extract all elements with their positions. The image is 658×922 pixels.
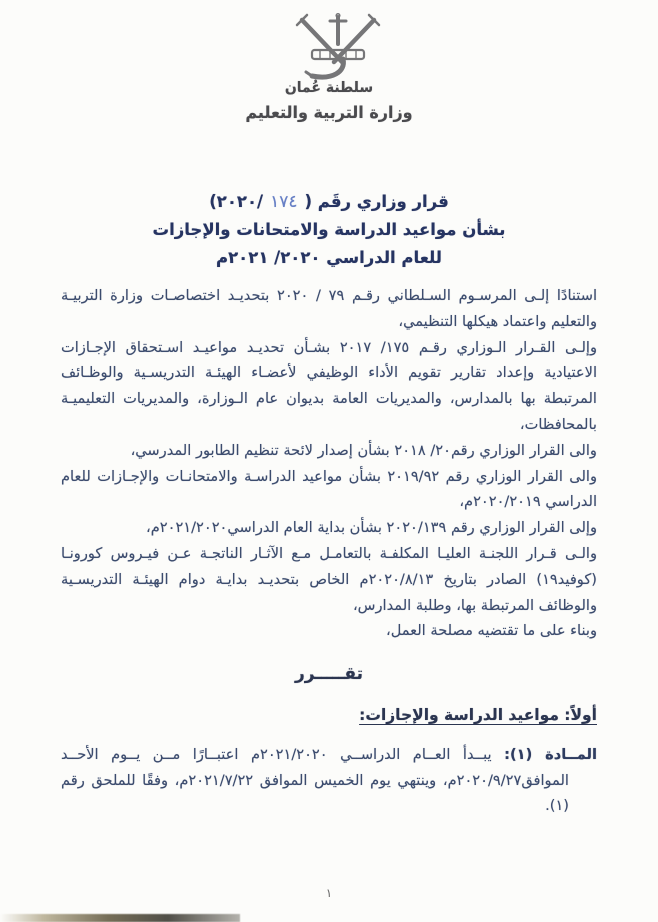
- oman-national-emblem-icon: [286, 12, 390, 90]
- preamble-paragraph: والـى قـرار اللجنـة العليـا المكلفـة بالتعامـل مـع الآثـار الناتجـة عـن فيـروس كورونـا (كوفيد١٩) الصادر بتاريخ ٢٠٢٠/٨/١٣م الخاص بتحديـد بدايـة دوام الهيئـة التدريسـية والوظائف المرتبطة بها، وطلبة المدارس،: [61, 544, 597, 614]
- article-1-text: يبــدأ العــام الدراســي ٢٠٢١/٢٠٢٠م اعتبــارًا مــن يــوم الأحــد الموافق٢٠٢٠/٩/٢٧م، وينتهي يوم الخميس الموافق ٢٠٢١/٧/٢٢م، وفقًا للملحق رقم (١).: [61, 745, 569, 815]
- preamble-paragraph: وإلـى القـرار الـوزاري رقـم ١٧٥/ ٢٠١٧ بشـأن تحديـد مواعيـد اسـتحقاق الإجـازات الاعتيادية وإعداد تقارير تقويم الأداء الوظيفي لأعضـاء الهيئـة التدريسـية والوظـائف المرتبطة بها بالمدارس، والمديريات العامة بديوان عام الـوزارة، والمديريات التعليميـة بالمحافظات،: [61, 338, 598, 433]
- decree-academic-year: للعام الدراسي ٢٠٢٠/ ٢٠٢١م: [216, 248, 442, 267]
- preamble-paragraph: والى القرار الوزاري رقم ٢٠١٩/٩٢ بشأن مواعيد الدراسـة والامتحانـات والإجـازات للعام الدراسي ٢٠٢٠/٢٠١٩م،: [61, 467, 597, 511]
- org-name-ministry: وزارة التربية والتعليم: [245, 102, 413, 123]
- decree-number-prefix: قرار وزاري رقَم (٢٠٢٠/: [216, 192, 449, 211]
- decree-number-suffix: ): [209, 192, 217, 211]
- decree-word: تقـــــرر: [294, 664, 364, 685]
- section-heading-first: أولاً: مواعيد الدراسة والإجازات:: [359, 705, 597, 724]
- org-name-sultanate: سلطنة عُمان: [284, 79, 374, 97]
- article-1: [61, 742, 597, 819]
- preamble-paragraph: وإلى القرار الوزاري رقم ٢٠٢٠/١٣٩ بشأن بداية العام الدراسي٢٠٢١/٢٠٢٠م،: [146, 519, 597, 537]
- page-number: ١: [325, 886, 333, 900]
- preamble-paragraph: والى القرار الوزاري رقم٢٠/ ٢٠١٨ بشأن إصدار لائحة تنظيم الطابور المدرسي،: [130, 441, 597, 459]
- article-1-label: المــادة (١):: [504, 745, 597, 763]
- decree-subject: بشأن مواعيد الدراسة والامتحانات والإجازات: [152, 220, 506, 239]
- preamble-paragraph: استنادًا إلـى المرسـوم السـلطاني رقـم ٧٩ / ٢٠٢٠ بتحديـد اختصاصـات وزارة التربيـة والتعليم واعتماد هيكلها التنظيمي،: [61, 287, 597, 330]
- scan-edge-artifact: [0, 914, 240, 922]
- preamble-paragraph: وبناء على ما تقتضيه مصلحة العمل،: [385, 622, 597, 640]
- decree-title: [0, 188, 658, 272]
- decree-title-line1: [209, 192, 449, 211]
- decree-number-handwritten: ١٧٤: [270, 192, 298, 212]
- decree-body: [61, 283, 597, 819]
